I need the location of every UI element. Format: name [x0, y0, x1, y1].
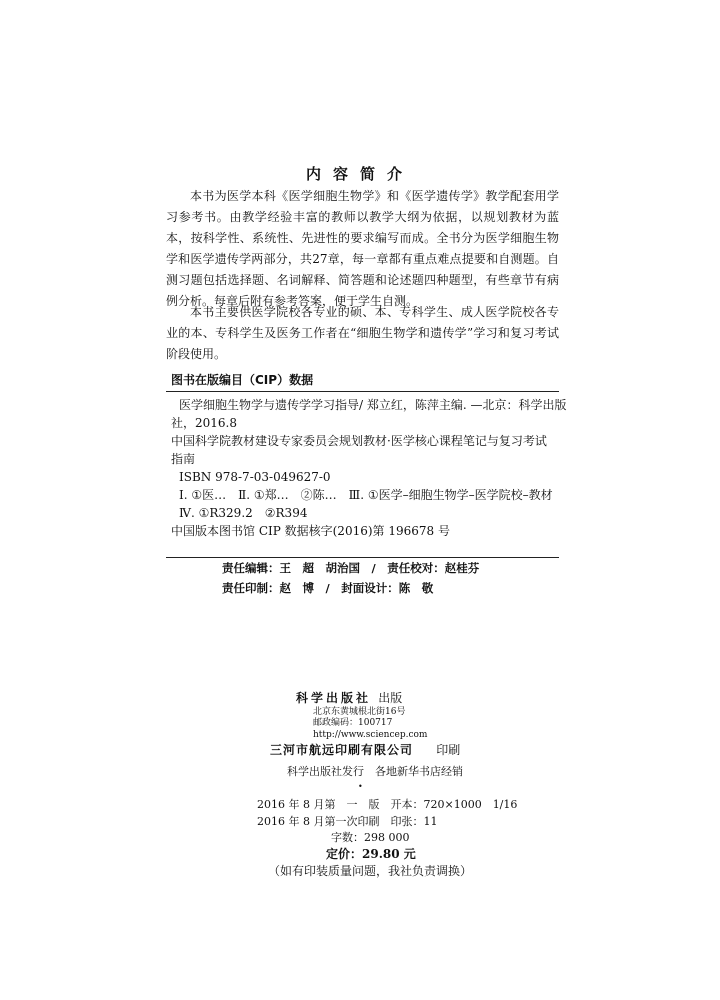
word-count: 字数：298 000	[331, 831, 410, 844]
publisher-name-text: 科学出版社	[296, 691, 372, 705]
price: 定价：29.80 元	[326, 847, 416, 861]
publisher-postcode: 邮政编码：100717	[313, 718, 393, 728]
cip-title-line-cont: 社，2016.8	[171, 416, 237, 430]
cip-verification-number: 中国版本图书馆 CIP 数据核字(2016)第 196678 号	[171, 524, 450, 538]
quality-note: （如有印装质量问题，我社负责调换）	[268, 864, 473, 878]
cip-record	[171, 396, 567, 540]
summary-title: 内容简介	[305, 165, 414, 183]
cip-series-line: 中国科学院教材建设专家委员会规划教材·医学核心课程笔记与复习考试	[171, 434, 547, 448]
cip-title-line: 医学细胞生物学与遗传学学习指导/ 郑立红，陈萍主编. —北京：科学出版	[179, 398, 567, 412]
cip-isbn: ISBN 978-7-03-049627-0	[179, 470, 331, 484]
printer-suffix: 印刷	[436, 743, 461, 757]
summary-paragraph-2: 本书主要供医学院校各专业的硕、本、专科学生、成人医学院校各专业的本、专科学生及医务工作者在“细胞生物学和遗传学”学习和复习考试阶段使用。	[166, 305, 559, 361]
separator-bullet: •	[358, 782, 363, 791]
summary-paragraph-1: 本书为医学本科《医学细胞生物学》和《医学遗传学》教学配套用学习参考书。由教学经验丰富的教师以教学大纲为依据，以规划教材为蓝本，按科学性、系统性、先进性的要求编写而成。全书分为医学细胞生物学和医学遗传学两部分，共27章，每一章都有重点难点提要和自测题。自测习题包括选择题、名词解释、简答题和论述题四种题型，有些章节有病例分析。每章后附有参考答案，便于学生自测。	[166, 189, 559, 308]
publisher-url: http://www.sciencep.com	[313, 730, 428, 740]
cip-heading: 图书在版编目（CIP）数据	[171, 373, 314, 387]
cip-series-line-cont: 指南	[171, 452, 196, 466]
printing-info: 2016 年 8 月第一次印刷 印张：11	[257, 815, 438, 828]
publisher-address: 北京东黄城根北街16号	[313, 707, 406, 717]
publisher-suffix: 出版	[378, 691, 403, 705]
publisher-name	[296, 689, 720, 706]
editors-line-2: 责任印制：赵 博 / 封面设计：陈 敬	[222, 581, 434, 595]
editors-line-1: 责任编辑：王 超 胡治国 / 责任校对：赵桂芬	[222, 561, 480, 575]
distribution-line: 科学出版社发行 各地新华书店经销	[287, 765, 463, 778]
printer-name-text: 三河市航远印刷有限公司	[270, 743, 414, 757]
printer-name	[270, 741, 720, 758]
cip-classification-1: Ⅰ. ①医… Ⅱ. ①郑… ②陈… Ⅲ. ①医学–细胞生物学–医学院校–教材	[179, 488, 553, 502]
cip-classification-2: Ⅳ. ①R329.2 ②R394	[179, 506, 308, 520]
cip-top-rule	[166, 391, 559, 392]
edition-info: 2016 年 8 月第 一 版 开本：720×1000 1/16	[257, 798, 518, 811]
